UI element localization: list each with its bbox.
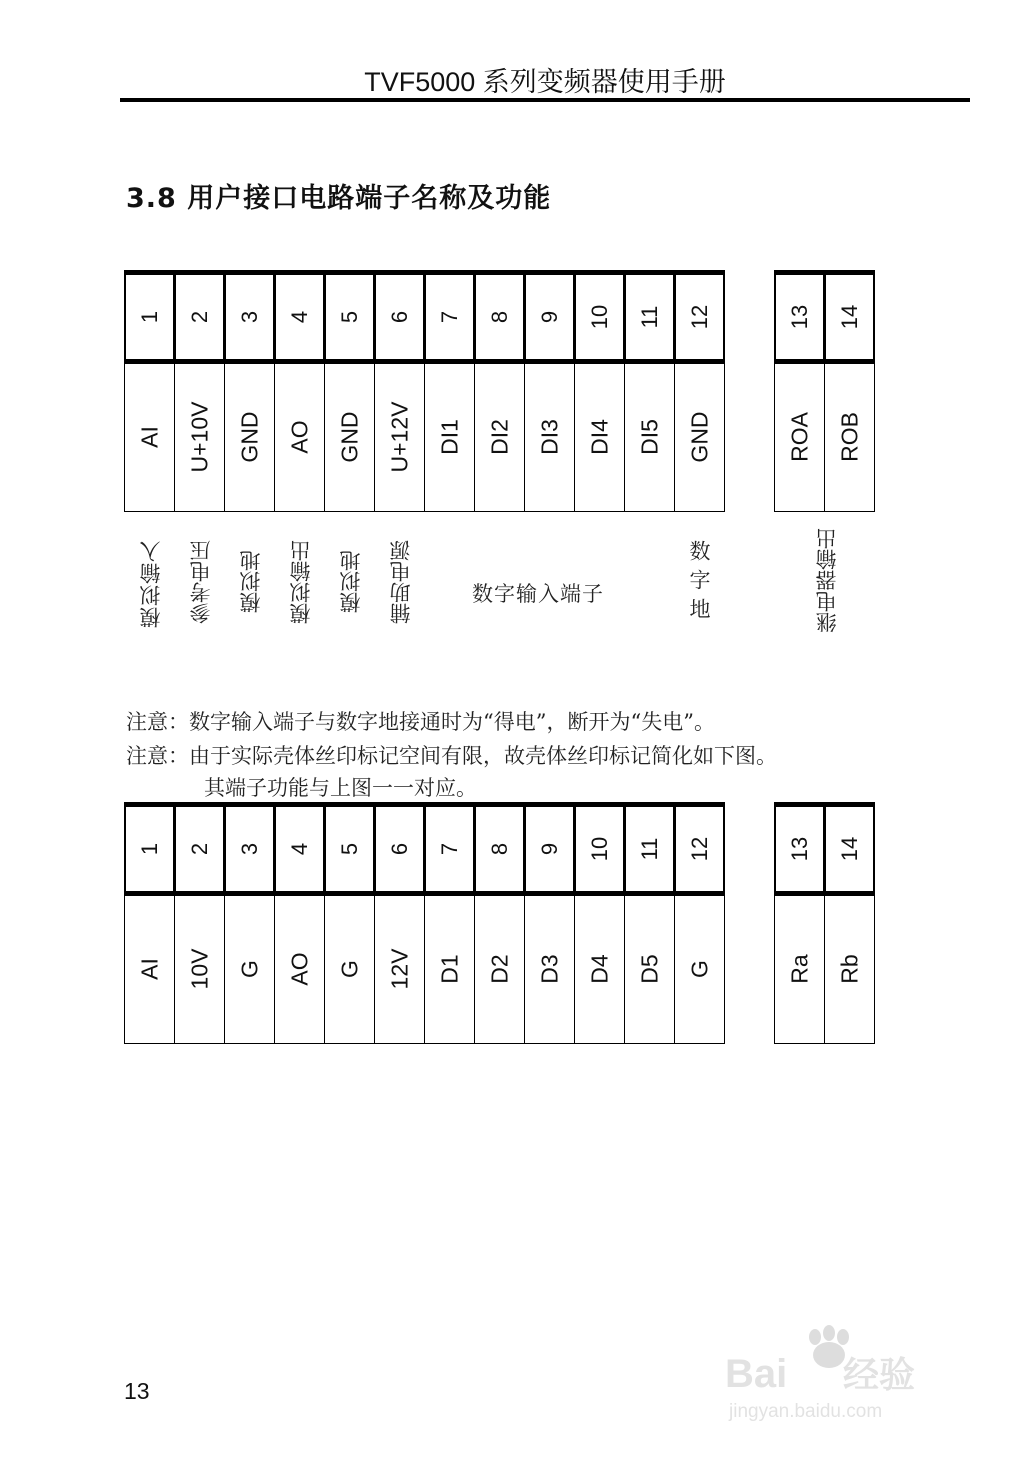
terminal-label-text: GND: [336, 411, 362, 463]
terminal-number-3: [224, 802, 275, 896]
terminal-label-text: AI: [136, 426, 162, 448]
terminal-label-12: [674, 894, 725, 1044]
terminal-label-9: [524, 362, 575, 512]
terminal-label-text: D2: [486, 954, 512, 984]
watermark-url: jingyan.baidu.com: [729, 1401, 883, 1422]
terminal-label-text: DI5: [636, 419, 662, 455]
terminal-number-text: 8: [486, 310, 512, 324]
terminal-number-text: 9: [536, 842, 562, 856]
terminal-number-12: [674, 802, 725, 896]
terminal-label-11: [624, 362, 675, 512]
terminal-label-14: [824, 362, 875, 512]
terminal-label-text: 12V: [386, 948, 412, 990]
terminal-label-text: DI3: [536, 419, 562, 455]
terminal-number-text: 2: [186, 310, 212, 324]
function-digital-ground-text: 数字地: [687, 540, 711, 627]
note-silkscreen: 注意：由于实际壳体丝印标记空间有限，故壳体丝印标记简化如下图。: [126, 744, 777, 768]
terminal-label-text: GND: [686, 411, 712, 463]
terminal-number-5: [324, 270, 375, 364]
terminal-number-text: 14: [836, 304, 862, 330]
function-analog-input-text: 模拟输入: [139, 540, 163, 628]
terminal-label-5: [324, 894, 375, 1044]
terminal-number-text: 13: [786, 304, 812, 330]
terminal-label-8: [474, 362, 525, 512]
terminal-number-text: 7: [436, 842, 462, 856]
terminal-number-4: [274, 270, 325, 364]
terminal-label-text: G: [686, 960, 712, 978]
function-analog-output-text: 模拟输出: [289, 540, 313, 624]
terminal-label-text: DI4: [586, 419, 612, 455]
terminal-label-2: [174, 362, 225, 512]
terminal-label-text: DI2: [486, 419, 512, 455]
terminal-number-text: 3: [236, 310, 262, 324]
terminal-label-text: GND: [236, 411, 262, 463]
terminal-label-text: ROA: [786, 412, 812, 462]
terminal-number-9: [524, 270, 575, 364]
terminal-number-text: 6: [386, 310, 412, 324]
terminal-number-text: 8: [486, 842, 512, 856]
terminal-label-text: 10V: [186, 948, 212, 990]
terminal-label-text: D1: [436, 954, 462, 984]
terminal-label-11: [624, 894, 675, 1044]
terminal-label-1: [124, 894, 175, 1044]
terminal-label-text: AI: [136, 958, 162, 980]
terminal-number-text: 2: [186, 842, 212, 856]
terminal-label-text: ROB: [836, 412, 862, 462]
baidu-paw-icon: [725, 1325, 965, 1425]
function-aux-power-text: 辅助电源: [389, 540, 413, 624]
terminal-label-8: [474, 894, 525, 1044]
function-analog-ground-2-text: 模拟地: [339, 550, 363, 613]
watermark-brand-cn: 经验: [843, 1354, 916, 1395]
terminal-number-10: [574, 802, 625, 896]
function-digital-ground: [684, 540, 774, 632]
terminal-number-text: 14: [836, 836, 862, 862]
terminal-label-4: [274, 894, 325, 1044]
page-number: 13: [124, 1378, 150, 1404]
section-title: 3.8 用户接口电路端子名称及功能: [126, 183, 552, 214]
terminal-label-text: AO: [286, 420, 312, 454]
terminal-number-text: 6: [386, 842, 412, 856]
function-analog-ground-1-text: 模拟地: [239, 550, 263, 613]
terminal-number-5: [324, 802, 375, 896]
terminal-number-11: [624, 802, 675, 896]
terminal-label-text: U+10V: [186, 401, 212, 473]
terminal-number-text: 13: [786, 836, 812, 862]
terminal-number-text: 12: [686, 304, 712, 330]
terminal-number-9: [524, 802, 575, 896]
terminal-number-text: 5: [336, 310, 362, 324]
terminal-number-text: 3: [236, 842, 262, 856]
terminal-number-4: [274, 802, 325, 896]
terminal-number-text: 4: [286, 842, 312, 856]
terminal-number-13: [774, 802, 825, 896]
terminal-number-text: 11: [636, 305, 662, 329]
terminal-number-text: 4: [286, 310, 312, 324]
terminal-label-text: D4: [586, 954, 612, 984]
note-silkscreen-continued: 其端子功能与上图一一对应。: [204, 776, 477, 800]
terminal-label-text: Ra: [786, 954, 812, 984]
terminal-number-12: [674, 270, 725, 364]
terminal-number-1: [124, 270, 175, 364]
terminal-label-2: [174, 894, 225, 1044]
terminal-label-4: [274, 362, 325, 512]
terminal-number-14: [824, 802, 875, 896]
terminal-number-8: [474, 270, 525, 364]
terminal-label-text: D5: [636, 954, 662, 984]
terminal-label-5: [324, 362, 375, 512]
terminal-label-1: [124, 362, 175, 512]
terminal-number-11: [624, 270, 675, 364]
terminal-number-13: [774, 270, 825, 364]
terminal-number-6: [374, 270, 425, 364]
terminal-number-text: 1: [136, 310, 162, 324]
terminal-number-6: [374, 802, 425, 896]
terminal-number-text: 7: [436, 310, 462, 324]
terminal-label-7: [424, 362, 475, 512]
terminal-label-3: [224, 894, 275, 1044]
terminal-number-10: [574, 270, 625, 364]
terminal-label-14: [824, 894, 875, 1044]
terminal-label-13: [774, 894, 825, 1044]
terminal-number-text: 11: [636, 837, 662, 861]
function-digital-input-terminals: 数字输入端子: [472, 582, 604, 606]
terminal-label-text: D3: [536, 954, 562, 984]
terminal-number-2: [174, 270, 225, 364]
terminal-label-6: [374, 362, 425, 512]
terminal-label-9: [524, 894, 575, 1044]
terminal-number-1: [124, 802, 175, 896]
terminal-label-text: G: [336, 960, 362, 978]
note-digital-input: 注意：数字输入端子与数字地接通时为“得电”，断开为“失电”。: [126, 710, 715, 734]
terminal-number-2: [174, 802, 225, 896]
terminal-number-7: [424, 802, 475, 896]
terminal-number-text: 1: [136, 842, 162, 856]
terminal-label-7: [424, 894, 475, 1044]
watermark-brand: Bai: [725, 1352, 788, 1396]
terminal-label-3: [224, 362, 275, 512]
terminal-number-14: [824, 270, 875, 364]
terminal-label-text: AO: [286, 952, 312, 986]
terminal-label-6: [374, 894, 425, 1044]
function-reference-voltage-text: 参考电压: [189, 540, 213, 624]
baidu-watermark: [725, 1325, 965, 1425]
terminal-number-text: 12: [686, 836, 712, 862]
function-relay-output-text: 继电器输出: [815, 528, 839, 633]
terminal-label-text: G: [236, 960, 262, 978]
terminal-number-text: 9: [536, 310, 562, 324]
function-relay-output: [812, 528, 962, 638]
terminal-label-12: [674, 362, 725, 512]
terminal-label-10: [574, 894, 625, 1044]
terminal-number-text: 5: [336, 842, 362, 856]
terminal-label-13: [774, 362, 825, 512]
terminal-label-text: U+12V: [386, 401, 412, 473]
terminal-label-text: DI1: [436, 419, 462, 455]
page-header-title: TVF5000 系列变频器使用手册: [364, 67, 726, 97]
terminal-number-8: [474, 802, 525, 896]
terminal-number-3: [224, 270, 275, 364]
terminal-label-text: Rb: [836, 954, 862, 984]
header-rule: [120, 98, 970, 102]
terminal-number-7: [424, 270, 475, 364]
terminal-number-text: 10: [586, 304, 612, 330]
terminal-label-10: [574, 362, 625, 512]
terminal-number-text: 10: [586, 836, 612, 862]
